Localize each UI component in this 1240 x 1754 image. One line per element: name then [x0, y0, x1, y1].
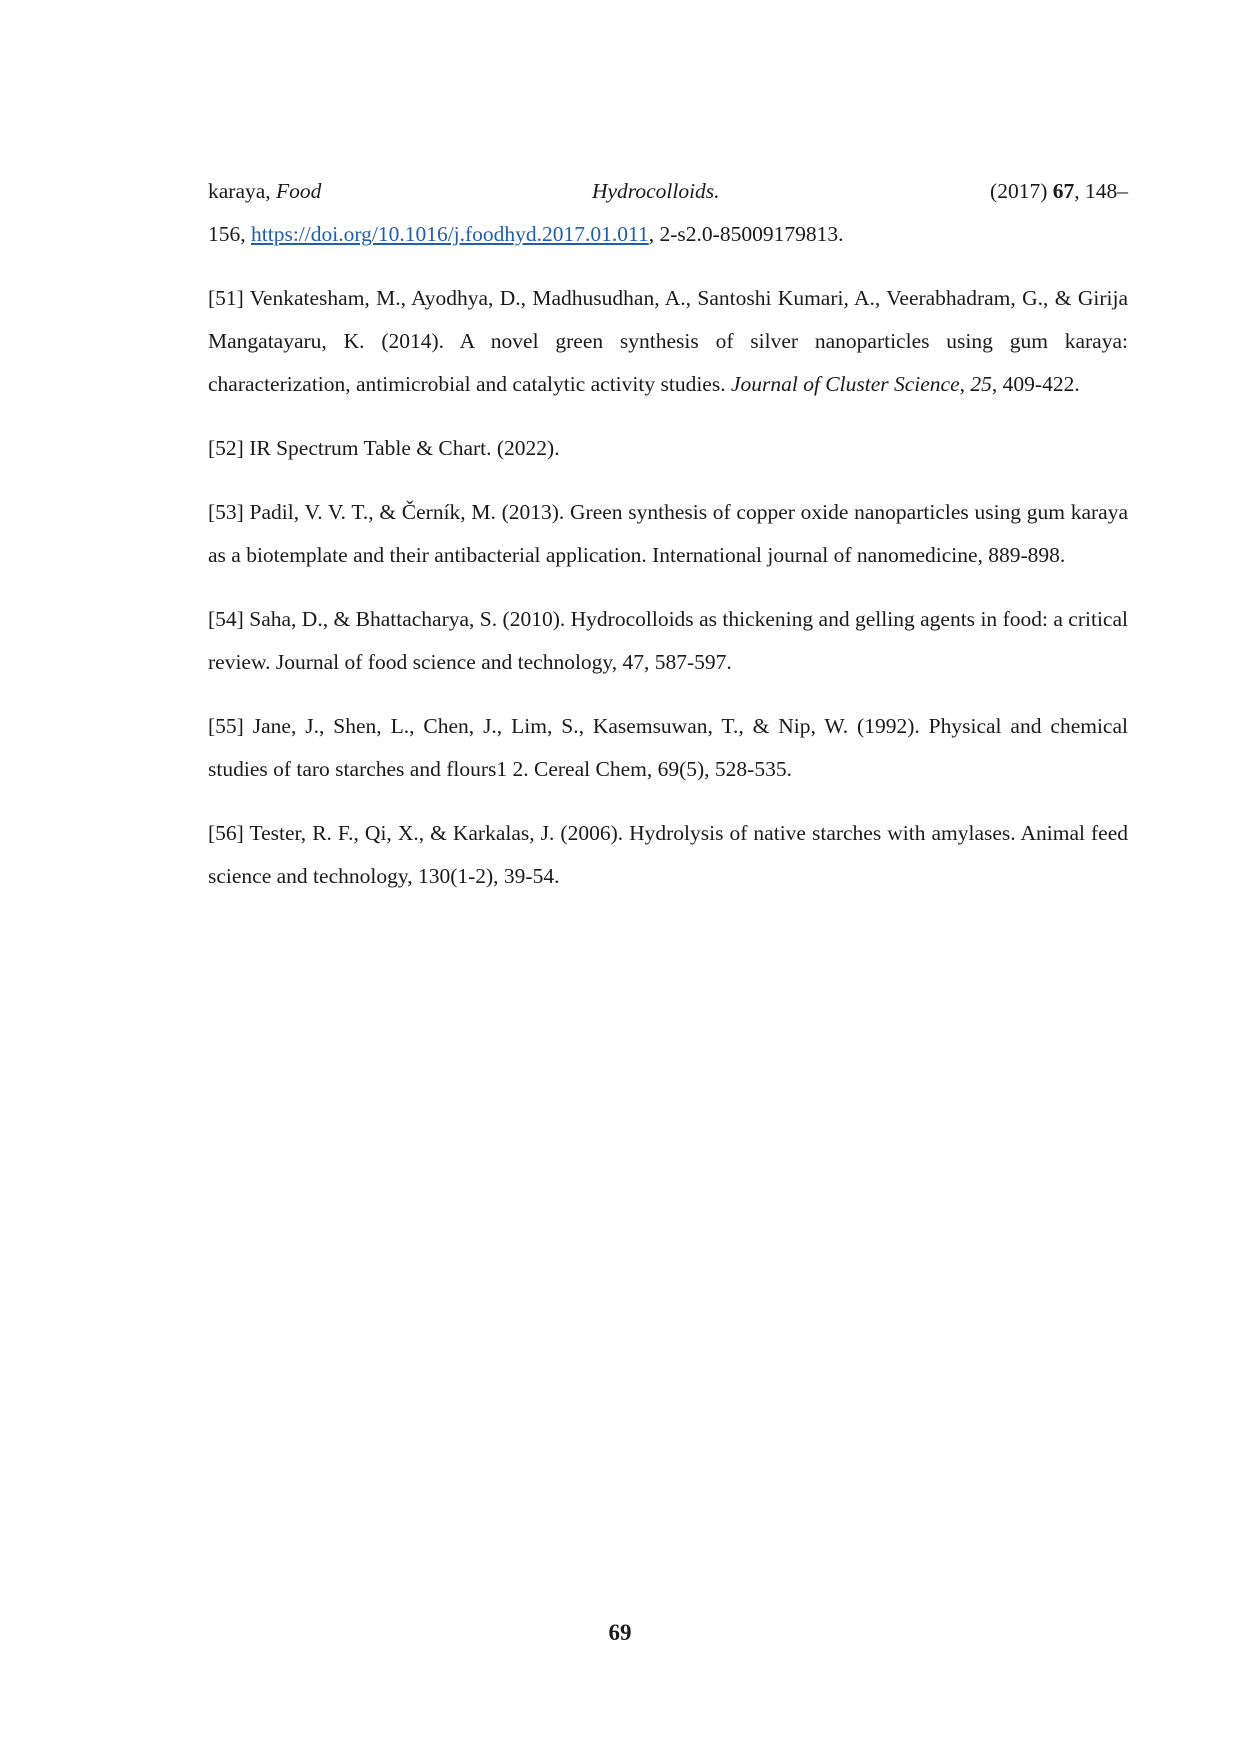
reference-54: [208, 598, 1128, 684]
reference-label: [54]: [208, 607, 244, 631]
reference-separator: ,: [959, 372, 971, 396]
reference-text: Tester, R. F., Qi, X., & Karkalas, J. (2006). Hydrolysis of native starches with amylases. Animal feed science and technology, 130(1-2), 39-54.: [208, 821, 1128, 888]
reference-label: [55]: [208, 714, 244, 738]
author-tail: karaya,: [208, 179, 277, 203]
reference-text: IR Spectrum Table & Chart. (2022).: [243, 436, 560, 460]
references-body: [208, 170, 1128, 919]
reference-journal: Journal of Cluster Science: [730, 372, 960, 396]
reference-text: Venkatesham, M., Ayodhya, D., Madhusudhan, A., Santoshi Kumari, A., Veerabhadram, G., & Girija Mangatayaru, K. (2014). A novel green synthesis of silver nanoparticles using gum karaya: characterization, antimicrobial and catalytic activity studies.: [208, 286, 1128, 396]
reference-label: [56]: [208, 821, 244, 845]
continuation-line-2: [208, 213, 1128, 256]
reference-56: [208, 812, 1128, 898]
reference-pages: , 409-422.: [991, 372, 1080, 396]
reference-text: Padil, V. V. T., & Černík, M. (2013). Green synthesis of copper oxide nanoparticles using gum karaya as a biotemplate and their antibacterial application. International journal of nanomedicine, 889-898.: [208, 500, 1128, 567]
volume: 67: [1052, 179, 1075, 203]
reference-label: [51]: [208, 286, 244, 310]
reference-52: [208, 427, 1128, 470]
continuation-tail: , 2-s2.0-85009179813.: [648, 222, 844, 246]
pages-start: , 148–: [1074, 179, 1128, 203]
page-number: 69: [608, 1620, 632, 1645]
reference-label: [52]: [208, 436, 244, 460]
continuation-line-1: [208, 170, 1128, 213]
reference-text: Jane, J., Shen, L., Chen, J., Lim, S., Kasemsuwan, T., & Nip, W. (1992). Physical and chemical studies of taro starches and flours1 2. Cereal Chem, 69(5), 528-535.: [208, 714, 1128, 781]
journal-name-part-1: Food: [276, 179, 322, 203]
reference-label: [53]: [208, 500, 244, 524]
reference-volume: 25: [970, 372, 992, 396]
reference-text: Saha, D., & Bhattacharya, S. (2010). Hydrocolloids as thickening and gelling agents in food: a critical review. Journal of food science and technology, 47, 587-597.: [208, 607, 1128, 674]
reference-51: [208, 277, 1128, 406]
doi-link[interactable]: https://doi.org/10.1016/j.foodhyd.2017.01.011: [251, 222, 649, 246]
journal-name-part-2: Hydrocolloids.: [591, 179, 720, 203]
reference-continuation: [208, 170, 1128, 256]
reference-55: [208, 705, 1128, 791]
pages-end: 156,: [208, 222, 251, 246]
year: (2017): [990, 179, 1053, 203]
reference-53: [208, 491, 1128, 577]
